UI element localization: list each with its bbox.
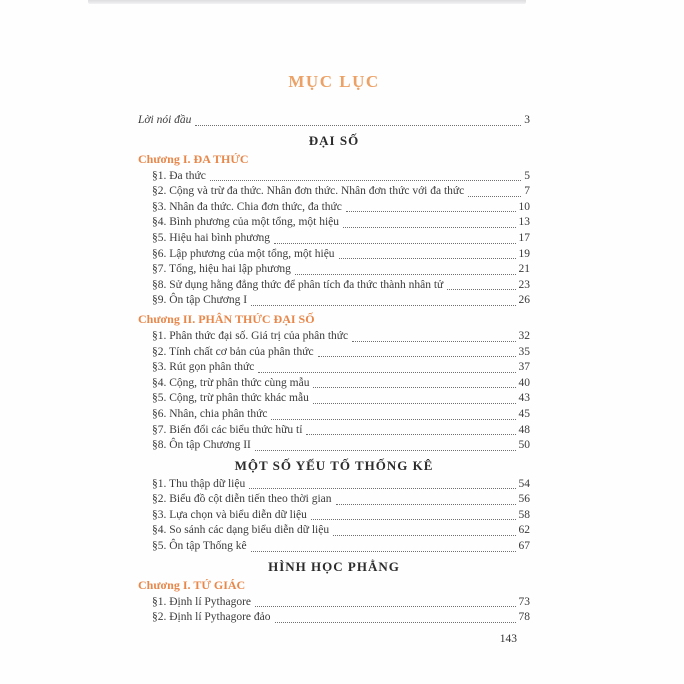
- dot-leader: [255, 606, 515, 607]
- dot-leader: [271, 419, 515, 420]
- toc-entry: [138, 423, 530, 439]
- toc-entry-label: §3. Nhân đa thức. Chia đơn thức, đa thức: [152, 200, 342, 213]
- toc-part: HÌNH HỌC PHẲNG: [268, 558, 400, 574]
- toc-entry-label: §7. Tổng, hiệu hai lập phương: [152, 263, 291, 276]
- toc-entry-page: 73: [518, 595, 530, 608]
- toc-entry-label: §4. So sánh các dạng biểu diễn dữ liệu: [152, 524, 330, 537]
- toc-entry-page: 21: [518, 263, 530, 276]
- toc-entry: [138, 262, 530, 278]
- toc-entry: [138, 247, 530, 263]
- toc-entry: [138, 169, 530, 185]
- dot-leader: [249, 488, 515, 489]
- toc-entry-label: §4. Bình phương của một tổng, một hiệu: [152, 216, 340, 229]
- toc-entry-label: §1. Đa thức: [152, 169, 206, 182]
- dot-leader: [195, 125, 521, 126]
- toc-entry-label: §2. Định lí Pythagore đảo: [152, 611, 271, 624]
- dot-leader: [275, 622, 516, 623]
- toc-entry: [138, 391, 530, 407]
- toc-entry-page: 78: [518, 611, 530, 624]
- toc-entry-page: 10: [518, 200, 530, 213]
- dot-leader: [251, 551, 516, 552]
- toc-entry: [138, 293, 530, 309]
- toc-entry-page: 19: [518, 247, 530, 260]
- toc-entry: [138, 539, 530, 555]
- toc-entry: [138, 329, 530, 345]
- toc-entry: [138, 595, 530, 611]
- toc-entry-label: §4. Cộng, trừ phân thức cùng mẫu: [152, 376, 310, 389]
- toc-entry-label: §8. Ôn tập Chương II: [152, 439, 251, 452]
- toc-entry-page: 13: [518, 216, 530, 229]
- toc-entry-page: 3: [524, 114, 530, 126]
- toc-list: [138, 113, 530, 626]
- toc-entry-label: §8. Sử dụng hằng đẳng thức để phân tích đa thức thành nhân tử: [152, 278, 444, 291]
- toc-entry-label: §1. Định lí Pythagore: [152, 595, 252, 608]
- toc-entry-label: §1. Thu thập dữ liệu: [152, 477, 246, 490]
- toc-entry-page: 17: [518, 231, 530, 244]
- dot-leader: [346, 211, 516, 212]
- dot-leader: [468, 196, 521, 197]
- toc-entry-label: §5. Cộng, trừ phân thức khác mẫu: [152, 392, 309, 405]
- toc-entry-page: 54: [518, 477, 530, 490]
- toc-entry-page: 50: [518, 439, 530, 452]
- dot-leader: [318, 356, 516, 357]
- toc-entry-page: 48: [518, 423, 530, 436]
- toc-entry-label: §2. Cộng và trừ đa thức. Nhân đơn thức. Nhân đơn thức với đa thức: [152, 185, 465, 198]
- toc-entry-label: §6. Nhân, chia phân thức: [152, 407, 268, 420]
- toc-entry-page: 58: [518, 508, 530, 521]
- toc-entry-label: §6. Lập phương của một tổng, một hiệu: [152, 247, 335, 260]
- dot-leader: [343, 227, 515, 228]
- dot-leader: [258, 372, 515, 373]
- toc-entry: [138, 215, 530, 231]
- toc-entry-label: §1. Phân thức đại số. Giá trị của phân thức: [152, 329, 349, 342]
- toc-entry-page: 45: [518, 407, 530, 420]
- toc-entry-page: 26: [518, 294, 530, 307]
- dot-leader: [210, 180, 521, 181]
- dot-leader: [336, 504, 516, 505]
- toc-entry: [138, 438, 530, 454]
- toc-entry-page: 67: [518, 540, 530, 553]
- toc-entry-page: 62: [518, 524, 530, 537]
- dot-leader: [274, 243, 515, 244]
- toc-entry: [138, 278, 530, 294]
- toc-chapter: Chương II. PHÂN THỨC ĐẠI SỐ: [138, 311, 315, 326]
- toc-entry-label: §9. Ôn tập Chương I: [152, 294, 248, 307]
- toc-entry: [138, 508, 530, 524]
- toc-chapter: Chương I. TỨ GIÁC: [138, 577, 246, 592]
- toc-entry: [138, 407, 530, 423]
- table-of-contents: [138, 72, 530, 645]
- dot-leader: [339, 258, 516, 259]
- toc-entry: [138, 610, 530, 626]
- dot-leader: [352, 341, 515, 342]
- toc-entry: [138, 492, 530, 508]
- toc-entry: [138, 231, 530, 247]
- toc-chapter: Chương I. ĐA THỨC: [138, 151, 249, 166]
- page-title: MỤC LỤC: [288, 72, 380, 91]
- toc-entry-page: 40: [518, 376, 530, 389]
- toc-entry: [138, 345, 530, 361]
- toc-entry-label: §3. Rút gọn phân thức: [152, 361, 255, 374]
- dot-leader: [447, 289, 515, 290]
- toc-entry: [138, 523, 530, 539]
- dot-leader: [255, 450, 516, 451]
- toc-entry-label: §2. Biểu đồ cột diễn tiến theo thời gian: [152, 493, 332, 506]
- dot-leader: [251, 305, 515, 306]
- toc-entry: [138, 200, 530, 216]
- toc-entry-page: 35: [518, 345, 530, 358]
- toc-entry-label: §2. Tính chất cơ bản của phân thức: [152, 345, 314, 358]
- dot-leader: [295, 274, 516, 275]
- toc-entry-page: 23: [518, 278, 530, 291]
- footer-page-number: 143: [499, 632, 517, 645]
- toc-entry-page: 7: [524, 185, 530, 198]
- toc-entry-label: §7. Biến đổi các biểu thức hữu tỉ: [152, 423, 303, 436]
- toc-entry: [138, 184, 530, 200]
- dot-leader: [311, 519, 516, 520]
- toc-entry-page: 37: [518, 361, 530, 374]
- dot-leader: [306, 434, 515, 435]
- toc-entry-page: 43: [518, 392, 530, 405]
- toc-part: MỘT SỐ YẾU TỐ THỐNG KÊ: [234, 457, 434, 473]
- toc-entry: [138, 376, 530, 392]
- toc-entry-page: 32: [518, 329, 530, 342]
- toc-entry: [138, 477, 530, 493]
- dot-leader: [333, 535, 515, 536]
- toc-entry-page: 56: [518, 493, 530, 506]
- toc-entry: [138, 360, 530, 376]
- toc-entry-label: §3. Lựa chọn và biểu diễn dữ liệu: [152, 508, 307, 521]
- toc-entry-page: 5: [524, 169, 530, 182]
- toc-entry-label: §5. Hiệu hai bình phương: [152, 231, 271, 244]
- dot-leader: [313, 387, 515, 388]
- toc-part: ĐẠI SỐ: [308, 132, 360, 148]
- toc-preface: [138, 113, 530, 129]
- dot-leader: [313, 403, 516, 404]
- toc-entry-label: §5. Ôn tập Thống kê: [152, 540, 247, 553]
- toc-entry-label: Lời nói đầu: [138, 114, 192, 126]
- page-top-edge: [88, 0, 526, 4]
